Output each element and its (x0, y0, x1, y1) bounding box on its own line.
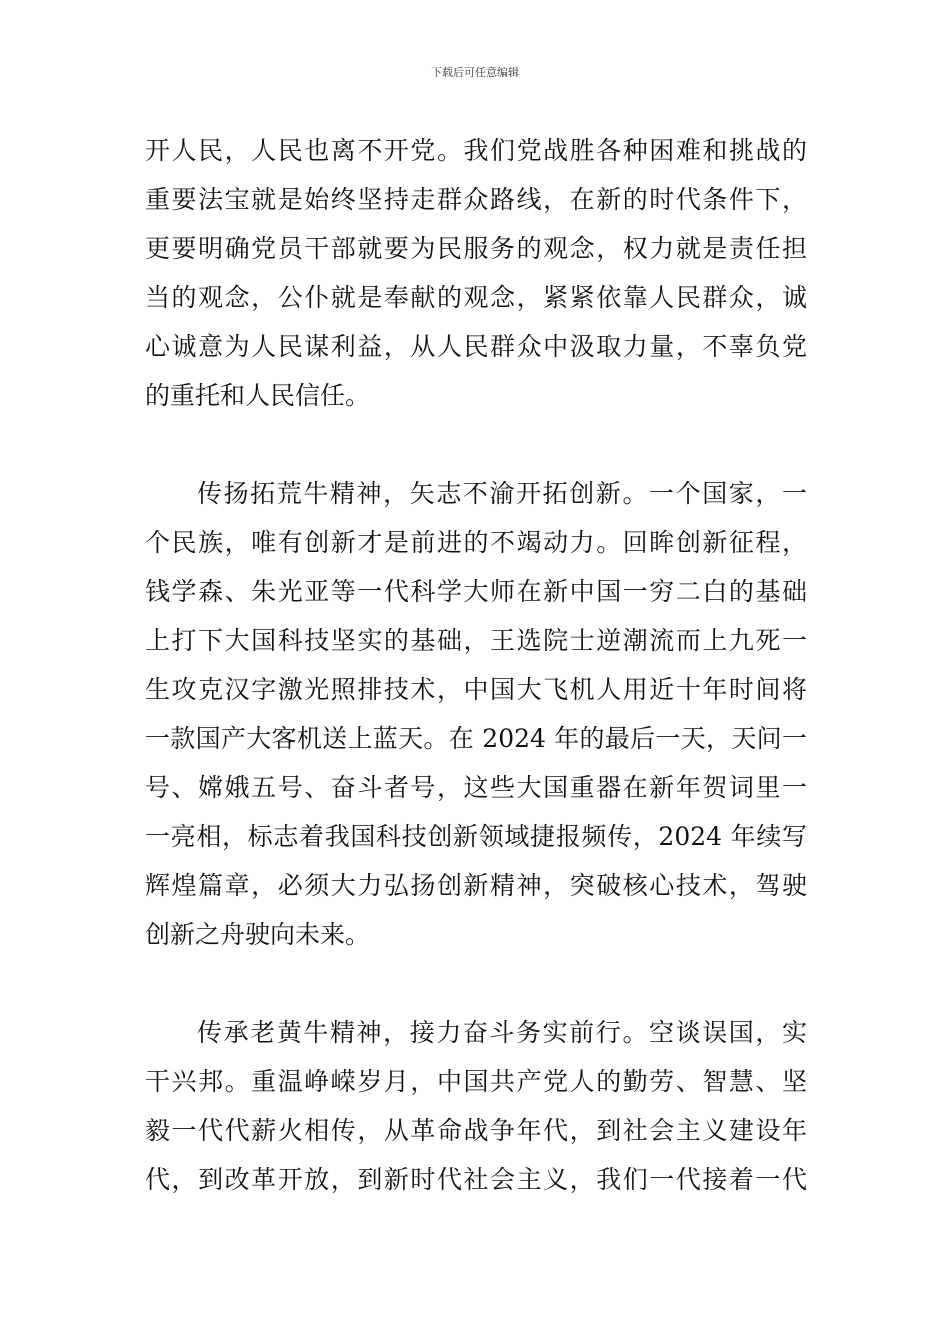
text-line: 生攻克汉字激光照排技术，中国大飞机人用近十年时间将 (145, 675, 807, 704)
text-line: 更要明确党员干部就要为民服务的观念，权力就是责任担 (145, 234, 807, 263)
page-header: 下载后可任意编辑 (431, 66, 519, 79)
text-line: 心诚意为人民谋利益，从人民群众中汲取力量，不辜负党 (145, 332, 807, 361)
text-line: 干兴邦。重温峥嵘岁月，中国共产党人的勤劳、智慧、坚 (145, 1067, 807, 1096)
paragraph-1 (145, 126, 807, 420)
text-line: 当的观念，公仆就是奉献的观念，紧紧依靠人民群众，诚 (145, 283, 807, 312)
text-line: 重要法宝就是始终坚持走群众路线，在新的时代条件下， (145, 185, 807, 214)
text-line: 钱学森、朱光亚等一代科学大师在新中国一穷二白的基础 (145, 577, 807, 606)
paragraph-spacer (145, 959, 807, 1008)
text-line: 开人民，人民也离不开党。我们党战胜各种困难和挑战的 (145, 136, 807, 165)
text-line: 创新之舟驶向未来。 (145, 920, 371, 949)
text-line: 个民族，唯有创新才是前进的不竭动力。回眸创新征程， (145, 528, 807, 557)
text-line: 辉煌篇章，必须大力弘扬创新精神，突破核心技术，驾驶 (145, 871, 807, 900)
text-line: 号、嫦娥五号、奋斗者号，这些大国重器在新年贺词里一 (145, 773, 807, 802)
text-line: 一款国产大客机送上蓝天。在 2024 年的最后一天，天问一 (145, 724, 807, 753)
text-line: 毅一代代薪火相传，从革命战争年代，到社会主义建设年 (145, 1116, 807, 1145)
text-line: 的重托和人民信任。 (145, 381, 371, 410)
paragraph-spacer (145, 420, 807, 469)
text-line: 一亮相，标志着我国科技创新领域捷报频传，2024 年续写 (145, 822, 807, 851)
document-body (145, 126, 807, 1204)
paragraph-2 (145, 469, 807, 959)
text-line: 传扬拓荒牛精神，矢志不渝开拓创新。一个国家，一 (197, 479, 807, 508)
text-line: 上打下大国科技坚实的基础，王选院士逆潮流而上九死一 (145, 626, 807, 655)
paragraph-3 (145, 1008, 807, 1204)
text-line: 代，到改革开放，到新时代社会主义，我们一代接着一代 (145, 1165, 807, 1194)
text-line: 传承老黄牛精神，接力奋斗务实前行。空谈误国，实 (197, 1018, 807, 1047)
